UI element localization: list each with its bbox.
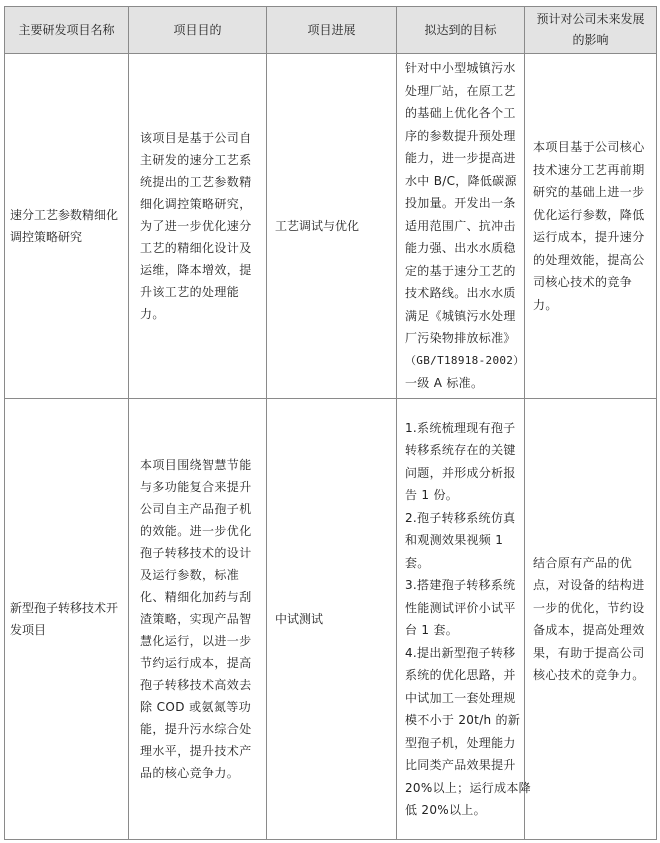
progress-cell: 中试测试 bbox=[267, 399, 397, 840]
header-impact: 预计对公司未来发展 的影响 bbox=[525, 7, 657, 54]
header-progress: 项目进展 bbox=[267, 7, 397, 54]
table-row bbox=[5, 54, 657, 399]
goal-cell: 1.系统梳理现有孢子 转移系统存在的关键 问题，并形成分析报 告 1 份。 2.孢子转移系统仿真 和观测效果视频 1 套。 3.搭建孢子转移系统 性能测试评价小试平 台 1 套。 4.提出新型孢子转移 系统的优化思路，并 中试加工一套处理规 模不小于 20t/h 的新 型孢子机，处理能力 比同类产品效果提升 20%以上；运行成本降 低 20%以上。 bbox=[397, 399, 525, 840]
project-name-cell: 速分工艺参数精细化 调控策略研究 bbox=[5, 54, 129, 399]
header-project-name: 主要研发项目名称 bbox=[5, 7, 129, 54]
purpose-cell: 本项目围绕智慧节能 与多功能复合来提升 公司自主产品孢子机 的效能。进一步优化 孢子转移技术的设计 及运行参数，标准 化、精细化加药与刮 渣策略，实现产品智 慧化运行，以进一步 节约运行成本，提高 孢子转移技术高效去 除 COD 或氨氮等功 能，提升污水综合处 理水平，提升技术产 品的核心竞争力。 bbox=[129, 399, 267, 840]
project-name-cell: 新型孢子转移技术开 发项目 bbox=[5, 399, 129, 840]
goal-cell: 针对中小型城镇污水 处理厂站，在原工艺 的基础上优化各个工 序的参数提升预处理 能力，进一步提高进 水中 B/C，降低碳源 投加量。开发出一条 适用范围广、抗冲击 能力强、出水水质稳 定的基于速分工艺的 技术路线。出水水质 满足《城镇污水处理 厂污染物排放标准》 （GB/T18918-2002） 一级 A 标准。 bbox=[397, 54, 525, 399]
header-purpose: 项目目的 bbox=[129, 7, 267, 54]
header-goal: 拟达到的目标 bbox=[397, 7, 525, 54]
purpose-cell: 该项目是基于公司自 主研发的速分工艺系 统提出的工艺参数精 细化调控策略研究， 为了进一步优化速分 工艺的精细化设计及 运维，降本增效，提 升该工艺的处理能 力。 bbox=[129, 54, 267, 399]
rd-projects-table bbox=[4, 6, 657, 840]
progress-cell: 工艺调试与优化 bbox=[267, 54, 397, 399]
impact-cell: 本项目基于公司核心 技术速分工艺再前期 研究的基础上进一步 优化运行参数，降低 运行成本，提升速分 的处理效能，提高公 司核心技术的竞争 力。 bbox=[525, 54, 657, 399]
table-row bbox=[5, 399, 657, 840]
impact-cell: 结合原有产品的优 点，对设备的结构进 一步的优化，节约设 备成本，提高处理效 果，有助于提高公司 核心技术的竞争力。 bbox=[525, 399, 657, 840]
header-row bbox=[5, 7, 657, 54]
